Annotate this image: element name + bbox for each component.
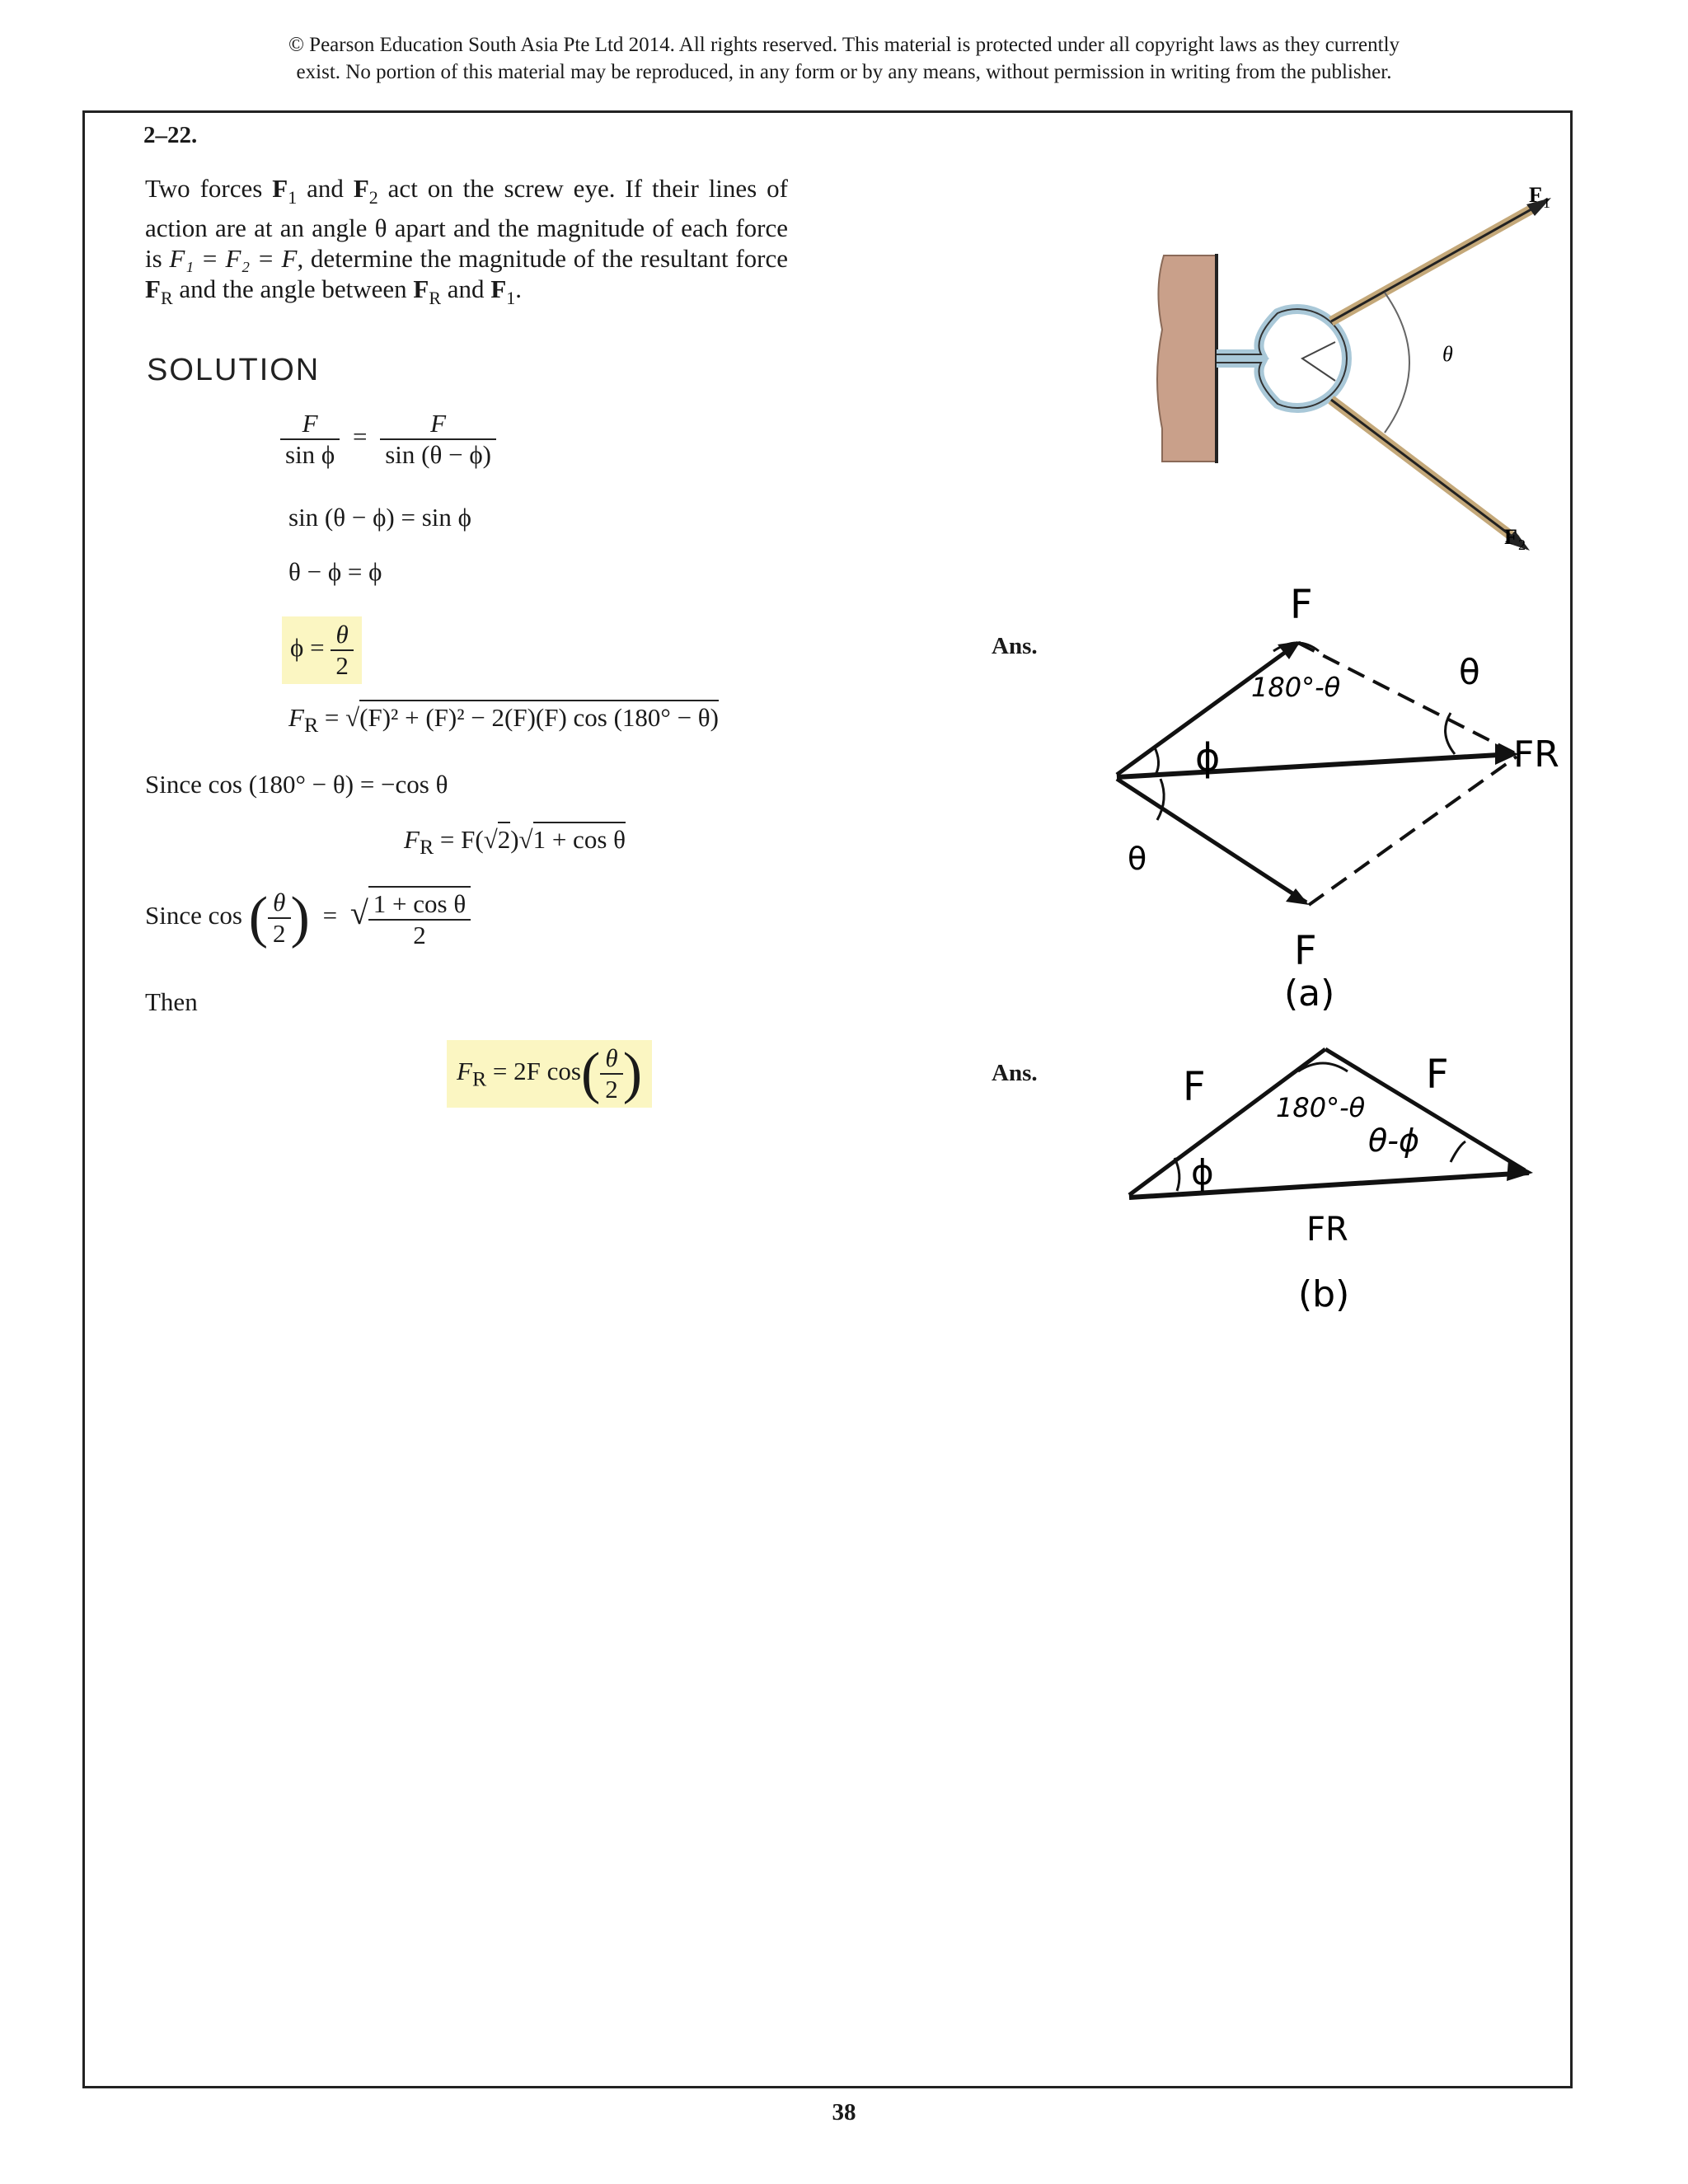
label-theta-minus-phi: θ-ϕ xyxy=(1368,1122,1420,1159)
label-fr: FR xyxy=(1513,733,1559,776)
equation-sine-law xyxy=(280,409,496,470)
numerator: F xyxy=(380,409,496,440)
denominator: 2 xyxy=(273,919,286,948)
radicand: 1 + cos θ xyxy=(533,822,626,854)
equation-mid: )√ xyxy=(510,825,533,854)
paren: ) xyxy=(290,886,310,949)
equation-left: F xyxy=(404,825,420,854)
equation-resultant-answer xyxy=(447,1040,652,1108)
label-fr: FR xyxy=(1306,1211,1348,1249)
problem-text: Two forces xyxy=(145,174,273,203)
problem-text: act on the screw eye. If their lines of action are at an angle θ apart and the magnitude of each force is xyxy=(145,174,788,273)
equation-mid: = F(√ xyxy=(434,825,498,854)
radical-sign: √ xyxy=(349,894,368,932)
problem-text: and xyxy=(297,174,354,203)
theta-phi-arc xyxy=(1451,1141,1465,1162)
equation-resultant-simplified xyxy=(404,825,626,862)
paren: ( xyxy=(248,886,269,949)
screw-eye xyxy=(1217,309,1347,408)
radicand: (F)² + (F)² − 2(F)(F) cos (180° − θ) xyxy=(359,700,719,732)
fraction xyxy=(380,409,496,470)
label-theta-right: θ xyxy=(1459,652,1480,692)
triangle-diagram-b xyxy=(1096,1034,1558,1331)
since-statement-2 xyxy=(145,886,471,950)
label-180-theta: 180°-θ xyxy=(1251,672,1341,703)
numerator: θ xyxy=(600,1043,623,1075)
equation-mid: = 2F cos xyxy=(486,1057,581,1086)
numerator: 1 + cos θ xyxy=(368,889,471,921)
subscript: R xyxy=(471,1066,487,1091)
numerator: θ xyxy=(331,620,354,651)
caption-b: (b) xyxy=(1298,1273,1350,1315)
phi-arc xyxy=(1154,746,1159,775)
denominator: 2 xyxy=(605,1075,618,1104)
answer-label: Ans. xyxy=(992,1060,1038,1086)
equals-sign: = xyxy=(322,901,338,930)
equals-sign: = xyxy=(353,422,368,452)
equation-left: F xyxy=(457,1057,472,1086)
problem-text: . xyxy=(515,274,522,303)
force-line-f1 xyxy=(1331,206,1537,321)
subscript: R xyxy=(419,835,434,860)
fraction xyxy=(600,1043,623,1104)
paren: ) xyxy=(622,1042,643,1105)
copyright-line-1: © Pearson Education South Asia Pte Ltd 2014. All rights reserved. This material is protected under all copyright laws as they currently xyxy=(288,34,1400,56)
dashed-side-bottom xyxy=(1309,757,1517,905)
label-f-top: F xyxy=(1290,582,1313,628)
page-number: 38 xyxy=(832,2099,856,2125)
label-f-left: F xyxy=(1183,1064,1206,1110)
force-fr: F xyxy=(145,274,161,303)
equation-left: F xyxy=(288,703,304,732)
equation-mid: = √ xyxy=(318,703,360,732)
problem-text: and xyxy=(441,274,491,303)
fraction xyxy=(368,886,471,950)
label-phi: ϕ xyxy=(1191,1152,1214,1193)
answer-label: Ans. xyxy=(992,633,1038,659)
copyright-line-2: exist. No portion of this material may be reproduced, in any form or by any means, without permission in writing from the publisher. xyxy=(296,61,1392,83)
force-f2: F xyxy=(353,174,369,203)
solution-heading: SOLUTION xyxy=(147,353,321,387)
equation-phi-answer xyxy=(282,616,362,684)
subscript: R xyxy=(160,288,173,308)
since-statement-1: Since cos (180° − θ) = −cos θ xyxy=(145,770,448,799)
problem-text: , determine the magnitude of the resultant force xyxy=(297,244,788,273)
numerator: θ xyxy=(268,888,291,919)
problem-statement xyxy=(145,173,788,313)
force-f1: F xyxy=(272,174,288,203)
label-f2: F xyxy=(1504,525,1517,549)
arrowhead xyxy=(1507,1160,1533,1181)
force-f1: F xyxy=(490,274,507,303)
force-fr: F xyxy=(413,274,429,303)
fraction xyxy=(268,888,291,949)
equation-resultant-cosine-law xyxy=(288,703,719,740)
denominator: sin (θ − ϕ) xyxy=(385,440,491,469)
denominator: 2 xyxy=(413,921,426,949)
force-equality: F₁ = F₂ = F xyxy=(169,244,298,273)
label-f-right: F xyxy=(1426,1052,1449,1098)
subscript: 2 xyxy=(368,187,378,208)
equation-angle-relation: θ − ϕ = ϕ xyxy=(288,557,382,586)
label-f1: F xyxy=(1529,183,1542,207)
theta-arc-left xyxy=(1157,779,1164,820)
numerator: F xyxy=(280,409,340,440)
label-f2-sub: 2 xyxy=(1518,537,1526,553)
parallelogram-diagram-a xyxy=(1088,569,1566,1030)
subscript: R xyxy=(429,288,442,308)
problem-text: and the angle between xyxy=(172,274,414,303)
problem-number: 2–22. xyxy=(143,122,198,148)
subscript: 1 xyxy=(506,288,516,308)
fraction xyxy=(331,620,354,681)
label-f-bottom: F xyxy=(1294,928,1317,974)
theta-arc xyxy=(1385,293,1409,433)
vector-fr xyxy=(1129,1173,1529,1197)
caption-a: (a) xyxy=(1284,972,1335,1015)
denominator: 2 xyxy=(335,651,349,680)
force-line-f2 xyxy=(1331,400,1517,540)
copyright-notice xyxy=(0,31,1688,86)
vector-fr xyxy=(1117,754,1512,777)
wood-block xyxy=(1157,255,1216,462)
label-180-theta: 180°-θ xyxy=(1276,1092,1366,1123)
then-label: Then xyxy=(145,987,198,1016)
since-label: Since cos xyxy=(145,901,242,930)
equation-left: ϕ = xyxy=(290,633,325,663)
denominator: sin ϕ xyxy=(285,440,335,469)
fraction xyxy=(280,409,340,470)
subscript: R xyxy=(303,713,319,738)
equation-sine-equality: sin (θ − ϕ) = sin ϕ xyxy=(288,503,471,532)
screw-eye-figure xyxy=(1137,165,1566,577)
label-theta: θ xyxy=(1442,342,1453,366)
subscript: 1 xyxy=(288,187,298,208)
label-phi: ϕ xyxy=(1195,735,1221,780)
label-f1-sub: 1 xyxy=(1543,194,1550,211)
angle-lines xyxy=(1302,342,1335,381)
label-theta-left: θ xyxy=(1128,841,1147,877)
radicand: 2 xyxy=(498,822,511,854)
paren: ( xyxy=(580,1042,601,1105)
